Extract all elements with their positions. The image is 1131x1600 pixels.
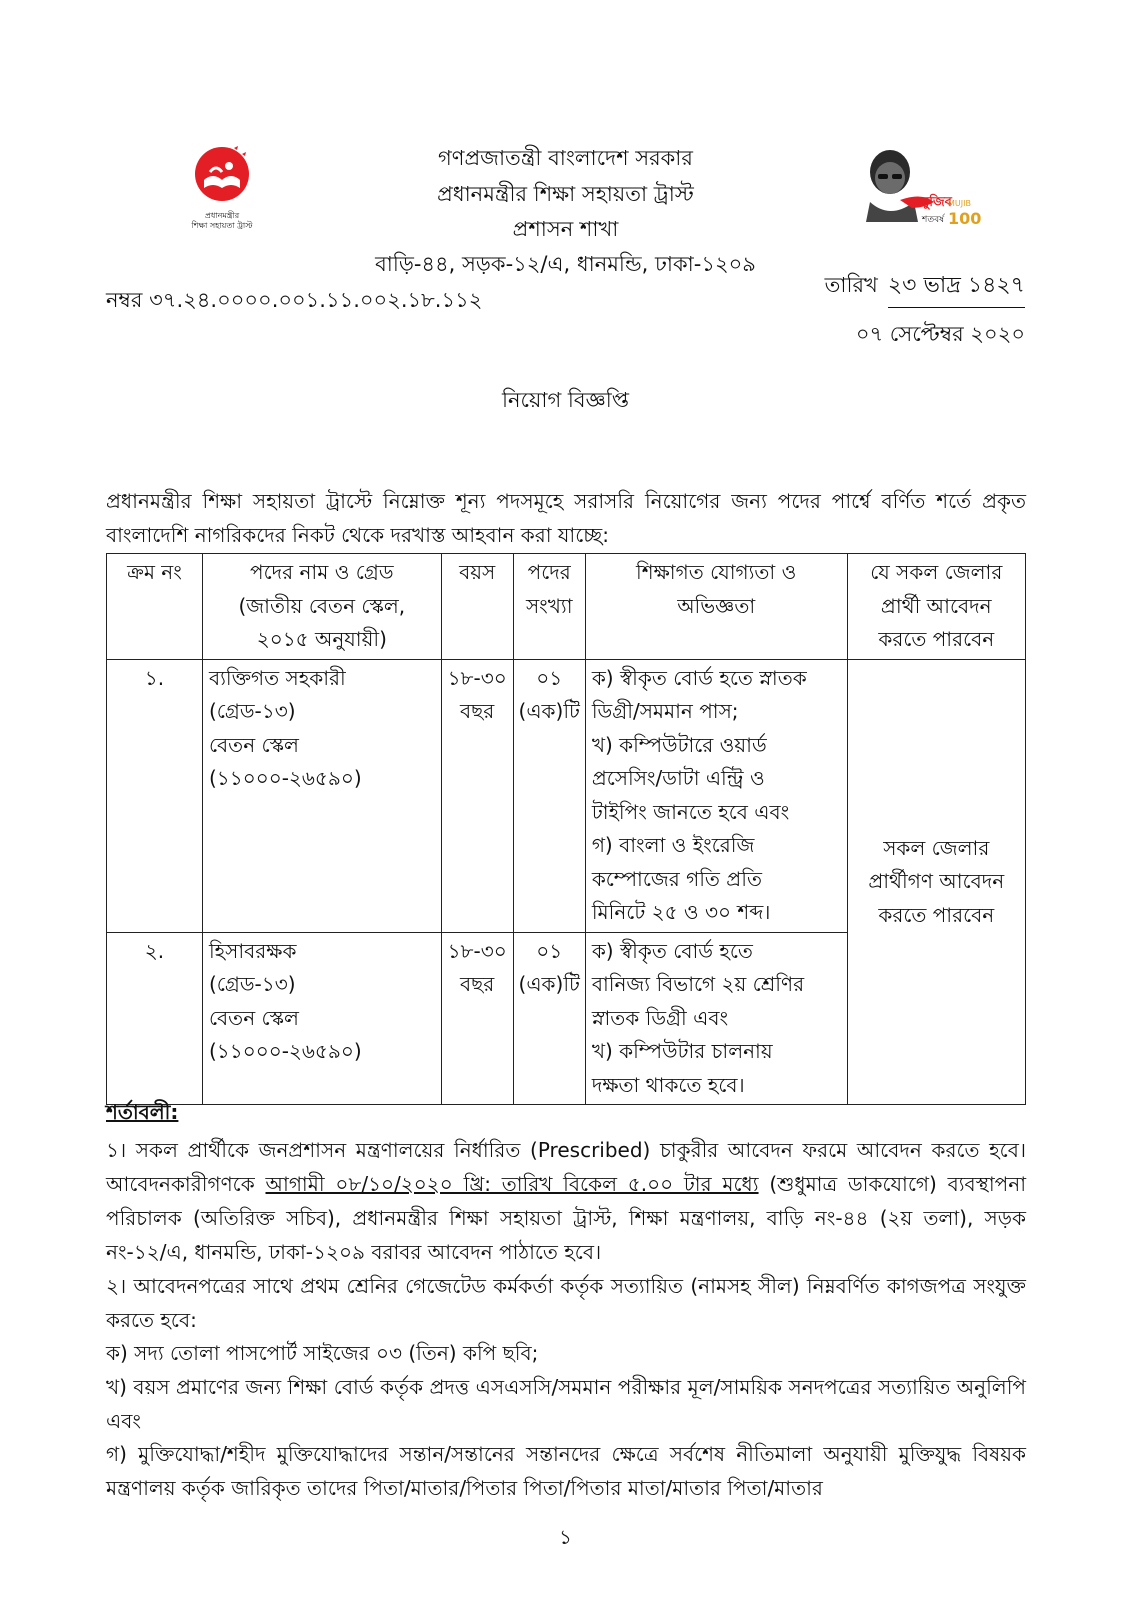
header-branch: প্রশাসন শাখা	[512, 217, 619, 241]
condition-2: ২। আবেদনপত্রের সাথে প্রথম শ্রেনির গেজেটেড কর্মকর্তা কর্তৃক সত্যায়িত (নামসহ সীল) নিম্নবর্ণিত কাগজপত্র সংযুক্ত করতে হবে:	[106, 1274, 1026, 1332]
notice-title: নিয়োগ বিজ্ঞপ্তি	[502, 388, 629, 412]
row2-post: হিসাবরক্ষক (গ্রেড-১৩) বেতন স্কেল (১১০০০-২৬৫৯০)	[202, 932, 441, 1105]
header-district: যে সকল জেলার প্রার্থী আবেদন করতে পারবেন	[847, 554, 1025, 660]
header-address: বাড়ি-৪৪, সড়ক-১২/এ, ধানমন্ডি, ঢাকা-১২০৯	[375, 252, 756, 276]
page-number: ১	[559, 1525, 572, 1549]
row1-serial: ১.	[107, 659, 203, 932]
header-count: পদের সংখ্যা	[513, 554, 585, 660]
condition-1: ১। সকল প্রার্থীকে জনপ্রশাসন মন্ত্রণালয়ের নির্ধারিত (Prescribed) চাকুরীর আবেদন ফরমে আবেদন করতে হবে। আবেদনকারীগণকে আগামী ০৮/১০/২০২০ খ্রি: তারিখ বিকেল ৫.০০ টার মধ্যে (শুধুমাত্র ডাকযোগে) ব্যবস্থাপনা পরিচালক (অতিরিক্ত সচিব), প্রধানমন্ত্রীর শিক্ষা সহায়তা ট্রাস্ট, শিক্ষা মন্ত্রণালয়, বাড়ি নং-৪৪ (২য় তলা), সড়ক নং-১২/এ, ধানমন্ডি, ঢাকা-১২০৯ বরাবর আবেদন পাঠাতে হবে।	[106, 1138, 1026, 1264]
row2-serial: ২.	[107, 932, 203, 1105]
header-trust-name: প্রধানমন্ত্রীর শিক্ষা সহায়তা ট্রাস্ট	[437, 182, 694, 206]
condition-2-ka: ক) সদ্য তোলা পাসপোর্ট সাইজের ০৩ (তিন) কপি ছবি;	[106, 1341, 539, 1365]
trust-logo-caption-2: শিক্ষা সহায়তা ট্রাস্ট	[191, 221, 253, 230]
date-gregorian: ০৭ সেপ্টেম্বর ২০২০	[855, 322, 1025, 346]
date-label: তারিখ	[824, 273, 878, 297]
header-qualification: শিক্ষাগত যোগ্যতা ও অভিজ্ঞতা	[585, 554, 847, 660]
header-government: গণপ্রজাতন্ত্রী বাংলাদেশ সরকার	[438, 146, 693, 170]
conditions-heading: শর্তাবলী:	[106, 1100, 179, 1124]
date-bangla: ২৩ ভাদ্র ১৪২৭	[888, 268, 1025, 308]
header-age: বয়স	[441, 554, 513, 660]
row2-count: ০১ (এক)টি	[513, 932, 585, 1105]
mujib-word-en: MUJIB	[948, 199, 971, 208]
condition-2-kha: খ) বয়স প্রমাণের জন্য শিক্ষা বোর্ড কর্তৃক প্রদত্ত এসএসসি/সমমান পরীক্ষার মূল/সাময়িক সনদপত্রের সত্যায়িত অনুলিপি এবং	[106, 1375, 1026, 1433]
row1-age: ১৮-৩০ বছর	[441, 659, 513, 932]
mujib-word: মুজিব	[922, 195, 952, 210]
date-block	[825, 268, 1025, 353]
vacancy-table	[106, 553, 1026, 1105]
header-post: পদের নাম ও গ্রেড (জাতীয় বেতন স্কেল, ২০১৫ অনুযায়ী)	[202, 554, 441, 660]
intro-paragraph: প্রধানমন্ত্রীর শিক্ষা সহায়তা ট্রাস্টে নিম্নোক্ত শূন্য পদসমূহে সরাসরি নিয়োগের জন্য পদের পার্শ্বে বর্ণিত শর্তে প্রকৃত বাংলাদেশি নাগরিকদের নিকট থেকে দরখাস্ত আহবান করা যাচ্ছে:	[106, 489, 1026, 547]
row2-age: ১৮-৩০ বছর	[441, 932, 513, 1105]
logo-number-100: 100	[948, 209, 982, 228]
row1-count: ০১ (এক)টি	[513, 659, 585, 932]
deadline-text: আগামী ০৮/১০/২০২০ খ্রি: তারিখ বিকেল ৫.০০ টার মধ্যে	[265, 1172, 759, 1196]
table-header-row	[107, 554, 1026, 660]
district-eligibility: সকল জেলার প্রার্থীগণ আবেদন করতে পারবেন	[847, 659, 1025, 1105]
shotoborsho-word: শতবর্ষ	[922, 215, 945, 225]
row2-qualification: ক) স্বীকৃত বোর্ড হতে বানিজ্য বিভাগে ২য় শ্রেণির স্নাতক ডিগ্রী এবং খ) কম্পিউটার চালনায় দক্ষতা থাকতে হবে।	[585, 932, 847, 1105]
condition-2-ga: গ) মুক্তিযোদ্ধা/শহীদ মুক্তিযোদ্ধাদের সন্তান/সন্তানের সন্তানদের ক্ষেত্রে সর্বশেষ নীতিমালা অনুযায়ী মুক্তিযুদ্ধ বিষয়ক মন্ত্রণালয় কর্তৃক জারিকৃত তাদের পিতা/মাতার/পিতার পিতা/পিতার মাতা/মাতার পিতা/মাতার	[106, 1442, 1026, 1500]
row1-post: ব্যক্তিগত সহকারী (গ্রেড-১৩) বেতন স্কেল (১১০০০-২৬৫৯০)	[202, 659, 441, 932]
header-serial: ক্রম নং	[107, 554, 203, 660]
memo-number: নম্বর ৩৭.২৪.০০০০.০০১.১১.০০২.১৮.১১২	[106, 288, 483, 312]
table-row	[107, 659, 1026, 932]
row1-qualification: ক) স্বীকৃত বোর্ড হতে স্নাতক ডিগ্রী/সমমান পাস; খ) কম্পিউটারে ওয়ার্ড প্রসেসিং/ডাটা এন্ট্রি ও টাইপিং জানতে হবে এবং গ) বাংলা ও ইংরেজি কম্পোজের গতি প্রতি মিনিটে ২৫ ও ৩০ শব্দ।	[585, 659, 847, 932]
trust-logo-caption-1: প্রধানমন্ত্রীর	[204, 211, 240, 220]
